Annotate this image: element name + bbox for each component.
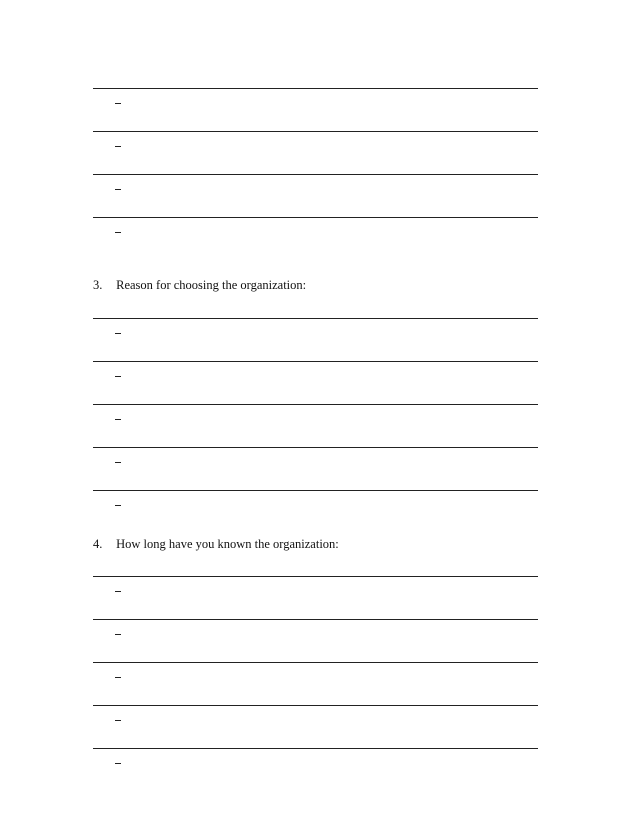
line-continuation-dash — [115, 634, 121, 635]
answer-line[interactable] — [93, 619, 538, 620]
line-continuation-dash — [115, 376, 121, 377]
answer-line[interactable] — [93, 662, 538, 663]
line-continuation-dash — [115, 189, 121, 190]
answer-line[interactable] — [93, 705, 538, 706]
line-continuation-dash — [115, 419, 121, 420]
answer-line[interactable] — [93, 88, 538, 89]
answer-line[interactable] — [93, 318, 538, 319]
line-continuation-dash — [115, 720, 121, 721]
answer-line[interactable] — [93, 447, 538, 448]
question-number: 3. — [93, 278, 103, 292]
answer-line[interactable] — [93, 217, 538, 218]
line-continuation-dash — [115, 763, 121, 764]
question-3-label — [93, 278, 306, 292]
answer-line[interactable] — [93, 361, 538, 362]
question-number: 4. — [93, 537, 103, 551]
line-continuation-dash — [115, 462, 121, 463]
answer-line[interactable] — [93, 131, 538, 132]
answer-line[interactable] — [93, 490, 538, 491]
line-continuation-dash — [115, 146, 121, 147]
answer-line[interactable] — [93, 576, 538, 577]
question-4-label — [93, 537, 339, 551]
line-continuation-dash — [115, 103, 121, 104]
answer-line[interactable] — [93, 174, 538, 175]
line-continuation-dash — [115, 677, 121, 678]
answer-line[interactable] — [93, 748, 538, 749]
line-continuation-dash — [115, 591, 121, 592]
question-text: How long have you known the organization: — [116, 537, 339, 551]
answer-line[interactable] — [93, 404, 538, 405]
question-text: Reason for choosing the organization: — [116, 278, 307, 292]
line-continuation-dash — [115, 505, 121, 506]
line-continuation-dash — [115, 232, 121, 233]
line-continuation-dash — [115, 333, 121, 334]
